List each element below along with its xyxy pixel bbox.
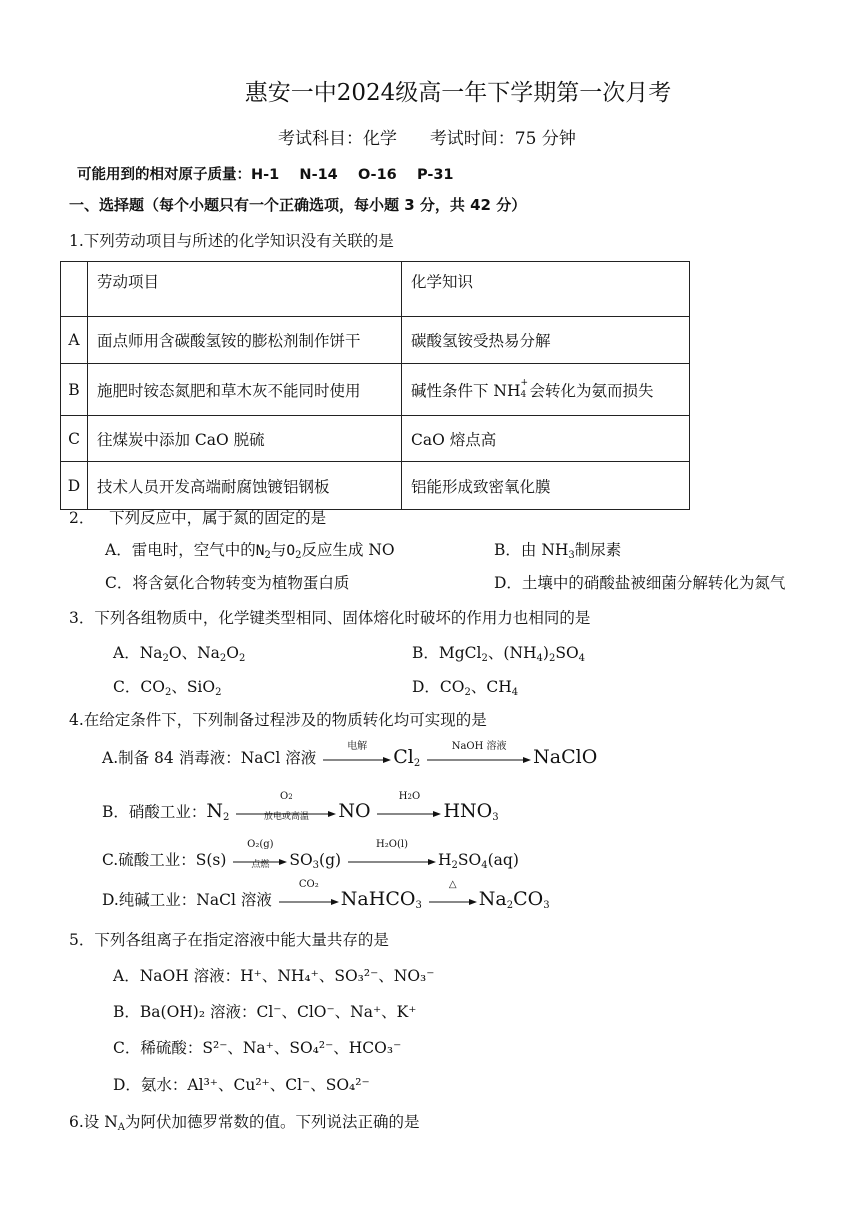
- table-row: [61, 416, 690, 462]
- q4-option-a: A.制备 84 消毒液：NaCl 溶液 电解 $Cl_2$ NaOH 溶液 NaClO: [102, 741, 598, 769]
- q5-option-c: C．稀硫酸：S²⁻、Na⁺、SO₄²⁻、HCO₃⁻: [113, 1039, 402, 1057]
- q2-option-a: A．雷电时，空气中的$N_2$与$O_2$反应生成 NO: [105, 541, 395, 561]
- section-heading: 一、选择题（每个小题只有一个正确选项，每小题 3 分，共 42 分）: [69, 196, 527, 214]
- row-key: B: [61, 364, 88, 416]
- q4-option-d: D.纯碱工业：NaCl 溶液 CO₂ NaHCO$_3$ △ $Na_2CO_3$: [102, 879, 550, 911]
- row-knowledge: CaO 熔点高: [402, 416, 690, 462]
- table-row: [61, 317, 690, 364]
- reaction-arrow: O2 放电或高温: [236, 804, 336, 822]
- q1-stem: 1.下列劳动项目与所述的化学知识没有关联的是: [69, 232, 394, 250]
- table-header-knowledge: 化学知识: [402, 262, 690, 317]
- row-item: 往煤炭中添加 CaO 脱硫: [88, 416, 402, 462]
- exam-title: 惠安一中2024级高一年下学期第一次月考: [244, 80, 672, 106]
- table-row: [61, 364, 690, 416]
- q2-option-b: B．由 $NH_3$制尿素: [494, 541, 622, 561]
- row-key: A: [61, 317, 88, 364]
- q3-option-c: C．$CO_2$、SiO$_2$: [113, 678, 222, 698]
- table-corner-cell: [61, 262, 88, 317]
- q2-option-d: D．土壤中的硝酸盐被细菌分解转化为氮气: [494, 574, 786, 592]
- reaction-arrow: H₂O(l): [348, 852, 436, 870]
- row-item: 面点师用含碳酸氢铵的膨松剂制作饼干: [88, 317, 402, 364]
- exam-time: 考试时间：75 分钟: [429, 129, 576, 149]
- q5-option-b: B．Ba(OH)₂ 溶液：Cl⁻、ClO⁻、Na⁺、K⁺: [113, 1003, 417, 1021]
- reaction-arrow: NaOH 溶液: [427, 750, 531, 768]
- q2-option-c: C．将含氨化合物转变为植物蛋白质: [105, 574, 350, 592]
- row-knowledge: 碳酸氢铵受热易分解: [402, 317, 690, 364]
- reaction-arrow: H2O: [377, 804, 441, 822]
- q4-option-c: C.硫酸工业：S(s) O₂(g) 点燃 $SO_3(g)$ H₂O(l) $H_2SO_4(aq)$: [102, 839, 519, 871]
- row-knowledge: 碱性条件下 NH + 4 会转化为氨而损失: [402, 364, 690, 416]
- q1-table: [60, 261, 690, 510]
- exam-subject: 考试科目：化学: [278, 129, 397, 149]
- row-key: C: [61, 416, 88, 462]
- q3-stem: 3．下列各组物质中，化学键类型相同、固体熔化时破坏的作用力也相同的是: [69, 609, 591, 627]
- q3-option-a: A．$Na_2O$、$Na_2O_2$: [113, 644, 246, 664]
- q4-stem: 4.在给定条件下，下列制备过程涉及的物质转化均可实现的是: [69, 711, 487, 729]
- reaction-arrow: △: [429, 892, 477, 910]
- reaction-arrow: CO₂: [279, 892, 339, 910]
- q4-option-b: B．硝酸工业：$N_2$ O2 放电或高温 NO H2O $HNO_3$: [102, 791, 499, 823]
- reaction-arrow: 电解: [323, 750, 391, 768]
- q5-stem: 5．下列各组离子在指定溶液中能大量共存的是: [69, 931, 389, 949]
- q6-stem: 6.设 $N_A$为阿伏加德罗常数的值。下列说法正确的是: [69, 1113, 420, 1133]
- q3-option-b: B．MgCl$_2$、$(NH_4)_2SO_4$: [412, 644, 586, 664]
- row-knowledge: 铝能形成致密氧化膜: [402, 462, 690, 510]
- row-key: D: [61, 462, 88, 510]
- table-header-item: 劳动项目: [88, 262, 402, 317]
- table-row: [61, 462, 690, 510]
- q5-option-a: A．NaOH 溶液：H⁺、NH₄⁺、SO₃²⁻、NO₃⁻: [113, 967, 435, 985]
- atomic-masses: 可能用到的相对原子质量：H-1 N-14 O-16 P-31: [77, 167, 454, 183]
- exam-subtitle: [278, 124, 576, 149]
- q5-option-d: D．氨水：Al³⁺、Cu²⁺、Cl⁻、SO₄²⁻: [113, 1076, 370, 1094]
- table-header-row: [61, 262, 690, 317]
- reaction-arrow: O₂(g) 点燃: [233, 852, 287, 870]
- row-item: 技术人员开发高端耐腐蚀镀铝钢板: [88, 462, 402, 510]
- q3-option-d: D．$CO_2$、$CH_4$: [412, 678, 519, 698]
- q2-stem: 2． 下列反应中，属于氮的固定的是: [69, 509, 327, 527]
- row-item: 施肥时铵态氮肥和草木灰不能同时使用: [88, 364, 402, 416]
